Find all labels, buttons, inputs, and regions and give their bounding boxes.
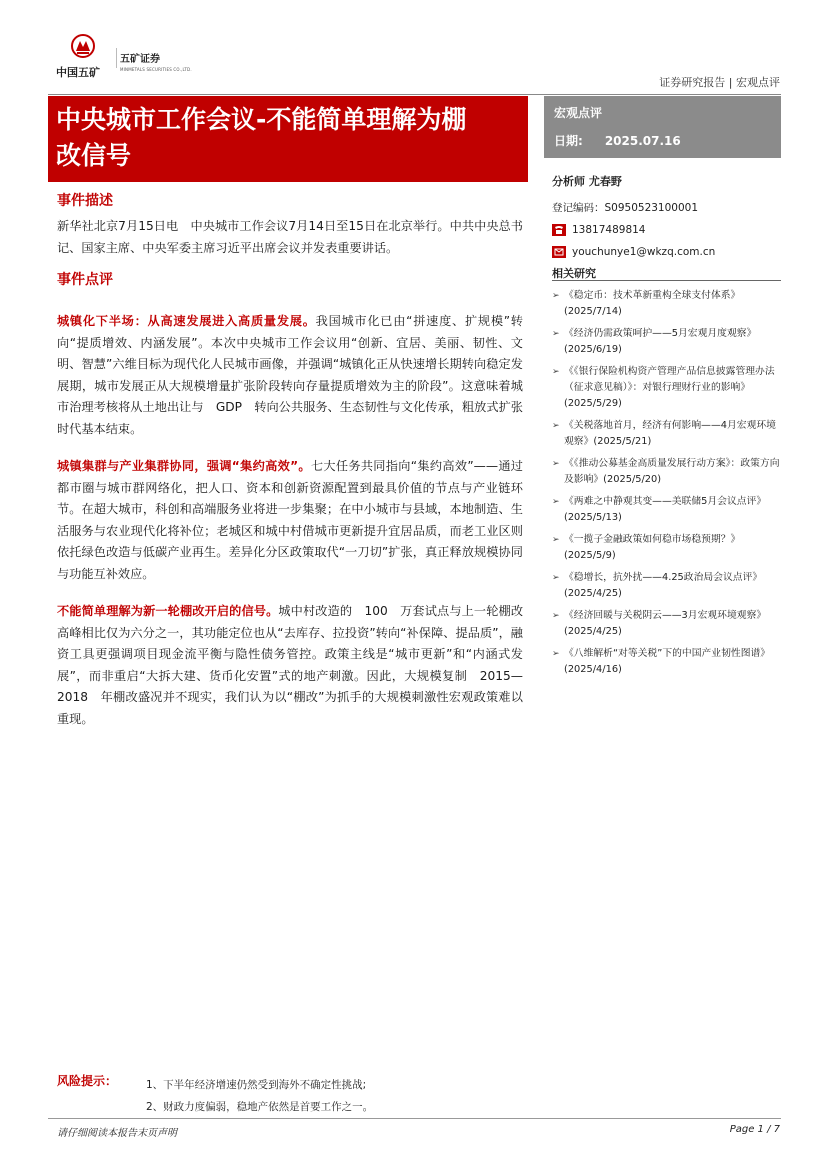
- arrow-icon: ➢: [552, 459, 560, 469]
- analyst-registration: [552, 197, 784, 219]
- related-item[interactable]: ➢ 《两难之中静观其变——美联储5月会议点评》(2025/5/13): [552, 496, 767, 523]
- date-value: 2025.07.16: [604, 134, 681, 148]
- related-research-heading: 相关研究: [552, 267, 596, 280]
- arrow-icon: ➢: [552, 611, 560, 621]
- analyst-email-row: [552, 241, 784, 263]
- arrow-icon: ➢: [552, 649, 560, 659]
- logo-emblem-icon: [70, 34, 96, 58]
- related-item[interactable]: ➢ 《经济仍需政策呵护——5月宏观月度观察》(2025/6/19): [552, 328, 757, 355]
- paragraph-body: 七大任务共同指向“集约高效”——通过都市圈与城市群网络化，把人口、资本和创新资源配置到最具价值的节点与产业链环节。在超大城市，科创和高端服务业将进一步集聚；在中小城市与县域，本地制造、生活服务与农业现代化将补位；老城区和城中村借城市更新提升宜居品质，而老工业区则依托绿色改造与低碳产业再生。差异化分区政策取代“一刀切”扩张，真正释放规模协同与功能互补效应。: [57, 459, 523, 581]
- related-divider: [552, 280, 781, 281]
- analyst-phone: 13817489814: [572, 224, 646, 236]
- risk-label: 风险提示：: [57, 1074, 118, 1088]
- risk-items: [146, 1074, 373, 1118]
- analyst-name: 分析师 尤春野: [552, 175, 622, 188]
- footer-disclaimer: 请仔细阅读本报告末页声明: [57, 1128, 177, 1139]
- report-title-line1: 中央城市工作会议-不能简单理解为棚: [56, 105, 467, 134]
- arrow-icon: ➢: [552, 573, 560, 583]
- main-content: [57, 190, 523, 730]
- related-item[interactable]: ➢ 《《推动公募基金高质量发展行动方案》：政策方向及影响》(2025/5/20): [552, 458, 780, 485]
- arrow-icon: ➢: [552, 329, 560, 339]
- registration-code: 登记编码：S0950523100001: [552, 202, 699, 214]
- logo-divider: [116, 48, 117, 68]
- report-date: [554, 132, 771, 150]
- related-item[interactable]: ➢ 《八维解析“对等关税”下的中国产业韧性图谱》(2025/4/16): [552, 648, 771, 675]
- arrow-icon: ➢: [552, 367, 560, 377]
- arrow-icon: ➢: [552, 535, 560, 545]
- report-title-line2: 改信号: [56, 141, 132, 170]
- section-heading-event-description: 事件描述: [57, 193, 113, 209]
- analyst-email[interactable]: youchunye1@wkzq.com.cn: [572, 246, 716, 258]
- related-item[interactable]: ➢ 《稳定币：技术革新重构全球支付体系》(2025/7/14): [552, 290, 741, 317]
- phone-icon: [552, 224, 566, 236]
- arrow-icon: ➢: [552, 291, 560, 301]
- email-icon: [552, 246, 566, 258]
- analyst-phone-row: [552, 219, 784, 241]
- event-description-text: 新华社北京7月15日电 中央城市工作会议7月14日至15日在北京举行。中共中央总书记、国家主席、中央军委主席习近平出席会议并发表重要讲话。: [57, 219, 523, 255]
- related-item[interactable]: ➢ 《稳增长，抗外扰——4.25政治局会议点评》(2025/4/25): [552, 572, 763, 599]
- sub-brand-name: 五矿证券: [120, 54, 160, 65]
- risk-item: 2、财政力度偏弱，稳地产依然是首要工作之一。: [146, 1101, 374, 1113]
- paragraph-shantytown: [57, 601, 523, 730]
- related-item[interactable]: ➢ 《《银行保险机构资产管理产品信息披露管理办法（征求意见稿）》：对银行理财行业的影响》(2025/5/29): [552, 366, 775, 409]
- header-divider: [48, 94, 781, 95]
- report-type: 证券研究报告 | 宏观点评: [659, 76, 780, 89]
- related-item[interactable]: ➢ 《一揽子金融政策如何稳市场稳预期？》(2025/5/9): [552, 534, 741, 561]
- paragraph-body: 我国城市化已由“拼速度、扩规模”转向“提质增效、内涵发展”。本次中央城市工作会议用“创新、宜居、美丽、韧性、文明、智慧”六维目标为现代化人民城市画像，并强调“城镇化正从快速增长期转向稳定发展期，城市发展正从大规模增量扩张阶段转向存量提质增效为主的阶段”。这意味着城市治理考核将从土地出让与 GDP 转向公共服务、生态韧性与文化传承，粗放式扩张时代基本结束。: [57, 314, 523, 436]
- related-research-list: [552, 288, 784, 684]
- logo-group-name: 中国五矿: [56, 66, 100, 79]
- analyst-info: [552, 173, 784, 263]
- title-bar: [48, 96, 528, 182]
- paragraph-urbanization: [57, 311, 523, 440]
- company-logo: [56, 34, 116, 82]
- paragraph-body: 城中村改造的 100 万套试点与上一轮棚改高峰相比仅为六分之一，其功能定位也从“去库存、拉投资”转向“补保障、提品质”，融资工具更强调项目现金流平衡与隐性债务管控。政策主线是“城市更新”和“内涵式发展”，而非重启“大拆大建、货币化安置”式的地产刺激。因此，大规模复制 2015—2018 年棚改盛况并不现实，我们认为以“棚改”为抓手的大规模刺激性宏观政策难以重现。: [57, 604, 524, 726]
- side-info-box: [544, 96, 781, 158]
- paragraph-clusters: [57, 456, 523, 585]
- arrow-icon: ➢: [552, 421, 560, 431]
- section-heading-event-comment: 事件点评: [57, 272, 113, 288]
- report-category: 宏观点评: [554, 106, 603, 120]
- risk-item: 1、下半年经济增速仍然受到海外不确定性挑战;: [146, 1079, 367, 1091]
- footer-divider: [48, 1118, 781, 1119]
- paragraph-lead: 城镇化下半场：从高速发展进入高质量发展。: [57, 314, 316, 328]
- arrow-icon: ➢: [552, 497, 560, 507]
- page-number: Page 1 / 7: [729, 1124, 780, 1135]
- sub-brand-en: MINMETALS SECURITIES CO.,LTD.: [120, 67, 192, 72]
- paragraph-lead: 不能简单理解为新一轮棚改开启的信号。: [57, 604, 279, 618]
- related-item[interactable]: ➢ 《经济回暖与关税阴云——3月宏观环境观察》(2025/4/25): [552, 610, 767, 637]
- paragraph-lead: 城镇集群与产业集群协同，强调“集约高效”。: [57, 459, 311, 473]
- related-item[interactable]: ➢ 《关税落地首月，经济有何影响——4月宏观环境观察》(2025/5/21): [552, 420, 776, 447]
- sub-brand: [120, 50, 192, 72]
- date-label: 日期:: [554, 134, 583, 148]
